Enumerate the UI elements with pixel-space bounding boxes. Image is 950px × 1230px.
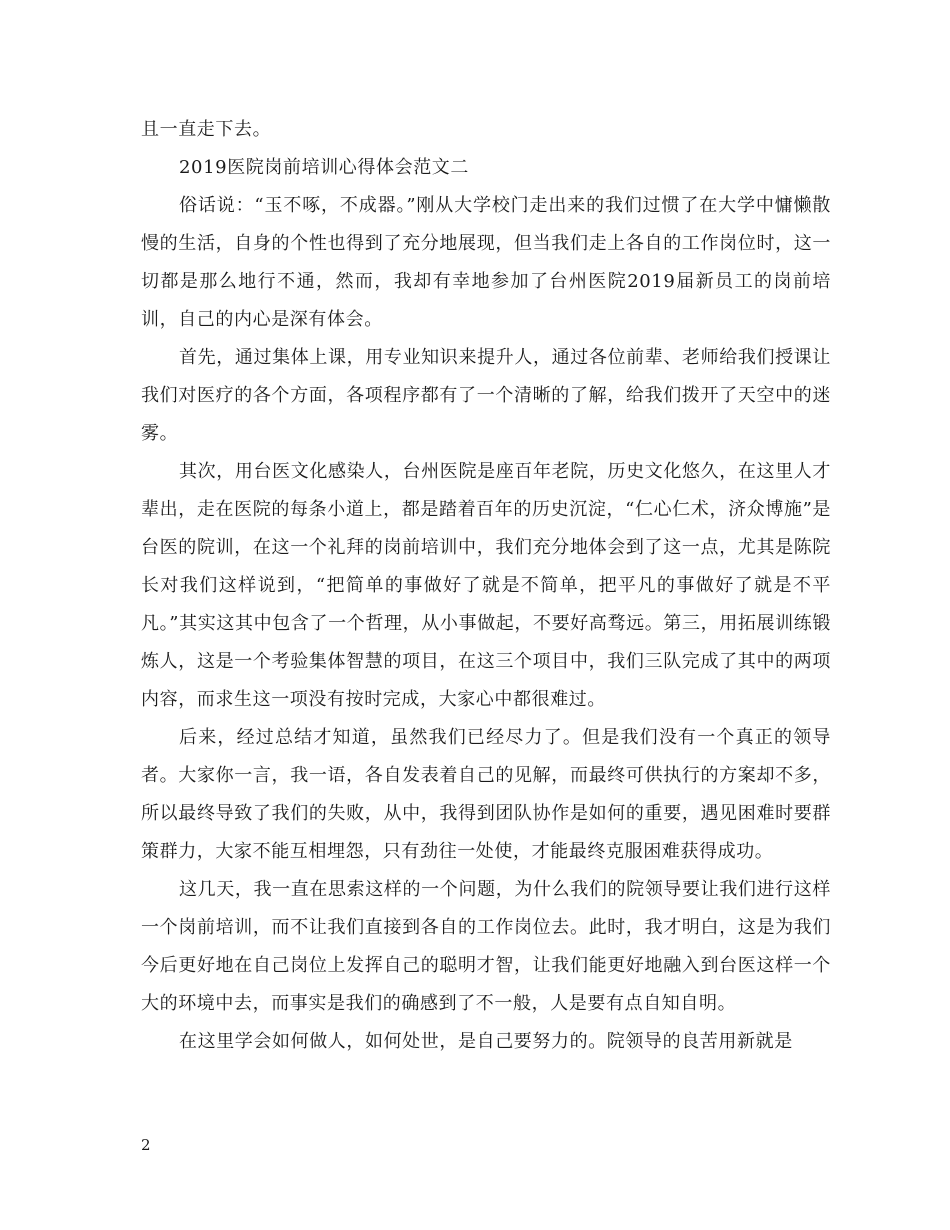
paragraph: 在这里学会如何做人，如何处世，是自己要努力的。院领导的良苦用新就是 (179, 1031, 793, 1052)
page-number: 2 (141, 1136, 151, 1154)
paragraph: 后来，经过总结才知道，虽然我们已经尽力了。但是我们没有一个真正的领导者。大家你一言，我一语，各自发表着自己的见解，而最终可供执行的方案却不多，所以最终导致了我们的失败，从中，我得到团队协作是如何的重要，遇见困难时要群策群力，大家不能互相埋怨，只有劲往一处使，才能最终克服困难获得成功。 (141, 727, 831, 862)
paragraph: 俗话说：“玉不啄，不成器。”刚从大学校门走出来的我们过惯了在大学中慵懒散慢的生活，自身的个性也得到了充分地展现，但当我们走上各自的工作岗位时，这一切都是那么地行不通，然而，我却有幸地参加了台州医院2019届新员工的岗前培训，自己的内心是深有体会。 (141, 195, 831, 330)
paragraph-continuation: 且一直走下去。 (141, 119, 272, 140)
document-body (141, 111, 831, 1061)
section-title: 2019医院岗前培训心得体会范文二 (179, 157, 470, 178)
paragraph: 其次，用台医文化感染人，台州医院是座百年老院，历史文化悠久，在这里人才辈出，走在医院的每条小道上，都是踏着百年的历史沉淀，“仁心仁术，济众博施”是台医的院训，在这一个礼拜的岗前培训中，我们充分地体会到了这一点，尤其是陈院长对我们这样说到，“把简单的事做好了就是不简单，把平凡的事做好了就是不平凡。”其实这其中包含了一个哲理，从小事做起，不要好高骛远。第三，用拓展训练锻炼人，这是一个考验集体智慧的项目，在这三个项目中，我们三队完成了其中的两项内容，而求生这一项没有按时完成，大家心中都很难过。 (141, 461, 831, 710)
paragraph: 首先，通过集体上课，用专业知识来提升人，通过各位前辈、老师给我们授课让我们对医疗的各个方面，各项程序都有了一个清晰的了解，给我们拨开了天空中的迷雾。 (141, 347, 831, 444)
paragraph: 这几天，我一直在思索这样的一个问题，为什么我们的院领导要让我们进行这样一个岗前培训，而不让我们直接到各自的工作岗位去。此时，我才明白，这是为我们今后更好地在自己岗位上发挥自己的聪明才智，让我们能更好地融入到台医这样一个大的环境中去，而事实是我们的确感到了不一般，人是要有点自知自明。 (141, 879, 831, 1014)
